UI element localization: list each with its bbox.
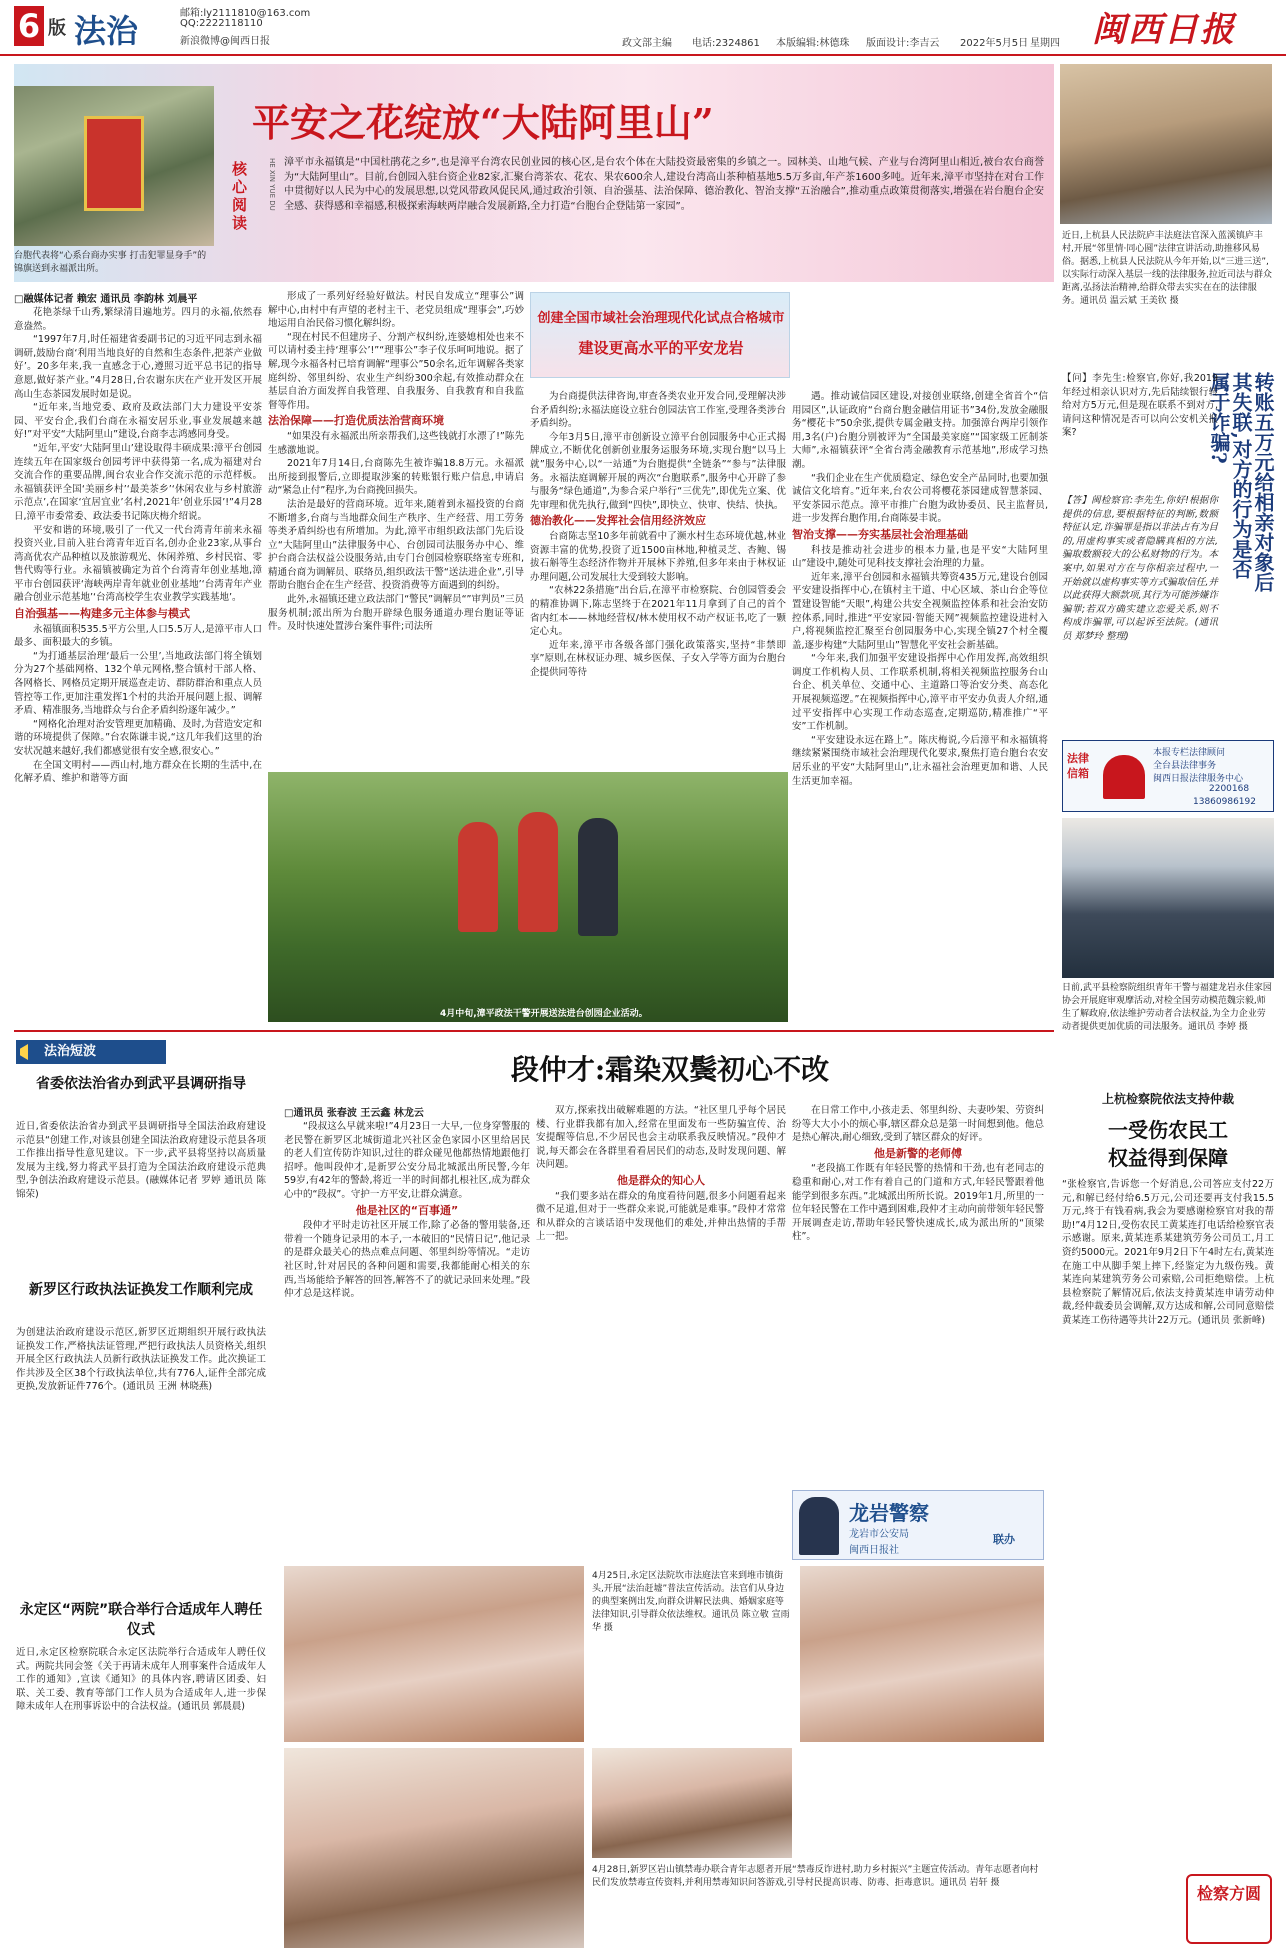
qa-answer: 【答】闽检察官:李先生,你好!根据你提供的信息,要根据特征的判断,数额特征认定,诈骗罪是指以非法占有为目的,用虚构事实或者隐瞒真相的方法,骗取数额较大的公私财物的行为。本案中,如果对方在与你相亲过程中,一开始就以虚构事实等方式骗取信任,并以此获得大额款项,其行为可能涉嫌诈骗罪;若双方确实建立恋爱关系,则不构成诈骗罪,可以起诉至法院。(通讯员 郑梦玲 整理) (1062, 495, 1218, 642)
brief3-title: 永定区“两院”联合举行合适成年人聘任仪式 (19, 1602, 263, 1638)
page-suffix: 版 (48, 18, 66, 39)
photo-street-legal (284, 1566, 584, 1742)
subhead-morality: 德治教化——发挥社会信用经济效应 (530, 514, 706, 528)
photo-pennant-handover (14, 86, 214, 246)
header-weekday: 星期四 (1030, 38, 1060, 49)
photo2-caption: 4月中旬,漳平政法干警开展送法进台创园企业活动。 (440, 1009, 648, 1019)
photo-bottom-center (800, 1566, 1044, 1742)
police-logo-tag: 联办 (993, 1533, 1015, 1546)
feature-byline: □通讯员 张春波 王云鑫 林龙云 (284, 1108, 424, 1119)
photo1-caption: 台胞代表将“心系台商办实事 打击犯罪显身手”的锦旗送到永福派出所。 (14, 251, 207, 274)
subhead-autonomy: 自治强基——构建多元主体参与模式 (14, 607, 190, 621)
col1-para: “1997年7月,时任福建省委副书记的习近平同志到永福调研,鼓励台商‘利用当地良好的自然和生态条件,把茶产业做好’。20多年来,我一直感念于心,遵照习近平总书记的指导意愿,做好茶产业。”4月28日,台农谢东庆在产业开发区开展高山生态茶园发展时如是说。 (14, 334, 262, 400)
col4-para: “平安建设永远在路上”。陈庆梅说,今后漳平和永福镇将继续紧紧围绕市域社会治理现代化要求,聚焦打造台胞台农安居乐业的平安“大陆阿里山”,让永福社会治理更加和谐、人民生活更加幸福。 (792, 734, 1048, 787)
feature-col3 (792, 1104, 1044, 1484)
right-photo1-caption: 近日,上杭县人民法院庐丰法庭法官深入蓝溪镇庐丰村,开展“邻里情·同心圆”法律宣讲活动,助推移风易俗。据悉,上杭县人民法院从今年开始,以“三进三送”,以实际行动深入基层一线的法律服务,拉近司法与群众距离,弘扬法治精神,给群众带去实实在在的法律服务。通讯员 温云斌 王美钦 摄 (1062, 231, 1272, 306)
col3-para: 近年来,漳平市各级各部门强化政策落实,坚持“非禁即享”原则,在林权证办理、城乡医保、子女入学等方面为台胞台企提供同等待 (530, 639, 786, 678)
header-email: 邮箱:ly2111810@163.com (180, 8, 311, 19)
mailbox-icon (1103, 755, 1145, 799)
photo-drug-event (592, 1748, 792, 1858)
feature-para: 段仲才平时走访社区开展工作,除了必备的警用装备,还带着一个随身记录用的本子,一本破旧的“民情日记”,他记录的是群众最关心的热点难点问题、邻里纠纷等情况。“走访社区时,针对居民的各种问题和需要,我都能耐心相关的东西,当场能给予解答的回答,解答不了的就记录回来处理。”段仲才总是这样说。 (284, 1220, 530, 1300)
right-title1: 一受伤农民工 (1108, 1118, 1228, 1142)
core-reading-text: 漳平市永福镇是“中国杜鹃花之乡”,也是漳平台湾农民创业园的核心区,是台农个体在大陆投资最密集的乡镇之一。园林美、山地气候、产业与台湾阿里山相近,被台农台商誉为“大陆阿里山”。目前,台创园入驻台资企业82家,汇聚台湾茶农、花农、果农600余人,建设台湾高山茶种植基地5.5万多亩,年产茶1600多吨。近年来,漳平市坚持在对台工作中贯彻好以人民为中心的发展思想,以党风带政风促民风,通过政治引领、自治强基、法治保障、德治教化、智治支撑“五治融合”,推动重点政策贯彻落实,增强在岩台胞台企安全感、获得感和幸福感,积极探索海峡两岸融合发展新路,全力打造“台胞台企登陆第一家园”。 (284, 157, 1044, 212)
col3-para: 台商陈志坚10多年前就看中了濒水村生态环境优越,林业资源丰富的优势,投资了近1500亩林地,种植灵芝、杏鲍、锡拔石斛等生态经济作物并开展林下养殖,但多年来由于林权证办理问题,公司发展壮大受到较大影响。 (530, 530, 786, 583)
subhead-rule-of-law: 法治保障——打造优质法治营商环境 (268, 414, 444, 428)
col1-para: “网格化治理对治安管理更加精确、及时,为营造安定和谐的环境提供了保障。”台农陈谦丰说,“这几年我们这里的治安状况越来越好,我们都感觉很有安全感,很安心。” (14, 718, 262, 757)
feature-para: “我们要多站在群众的角度看待问题,很多小问题看起来微不足道,但对于一些群众来说,可能就是难事。”段仲才常常和从群众的言谈话语中发现他们的难处,并伸出热情的手帮上一把。 (536, 1190, 786, 1243)
core-reading-label: 核心阅读 (232, 160, 248, 232)
header-proof: 版面设计:李吉云 (866, 38, 940, 49)
brief2-title: 新罗区行政执法证换发工作顺利完成 (29, 1282, 253, 1298)
header-qq: QQ:2222118110 (180, 18, 263, 29)
header-editor: 政文部主编 (622, 38, 672, 49)
feature-col1 (284, 1120, 530, 1560)
feature-subhead-3: 他是新警的老师傅 (874, 1146, 962, 1160)
brief1-text: 近日,省委依法治省办到武平县调研指导全国法治政府建设示范县“创建工作,对该县创建全国法治政府建设示范县各项工作推出指导性意见建议。下一步,武平县将坚持以高质量发展为主线,努力将武平县打造为全国法治政府建设示范典型,争创法治政府建设示范县。(融媒体记者 罗婷 通讯员 陈锦荣) (16, 1121, 266, 1200)
masthead-logo: 闽西日报 (1092, 10, 1236, 50)
photo-courtroom-visit (1062, 818, 1274, 978)
feature-para: 在日常工作中,小孩走丢、邻里纠纷、夫妻吵架、劳资纠纷等大大小小的烦心事,辖区群众总是第一时间想到他。他总是热心解决,耐心细致,受到了辖区群众的好评。 (792, 1105, 1044, 1144)
col3-para: 今年3月5日,漳平市创新设立漳平台创园服务中心正式揭牌成立,不断优化创新创业服务运服务环境,实现台胞“以马上就”服务中心,以“一站通”为台胞提供“全链条”“参与”法律服务。永福法庭调解开展的两次“台胞联系”,服务中心开辟了参与服务“绿色通道”,为参合采户举行“三优先”,即优先立案、优先审理和优先执行,做到“四快”,即快立、快审、快结、快执。 (530, 431, 786, 511)
right-photo2-caption: 日前,武平县检察院组织青年干警与福建龙岩永佳家园协会开展庭审观摩活动,对检全国劳动模范魏宗毅,师生了解政府,依法维护劳动者合法权益,为全力企业劳动者提供更加优质的司法服务。通讯员 李婷 摄 (1062, 983, 1272, 1032)
col4-para: 遇。推动诚信园区建设,对接创业联络,创建全省首个“信用园区”,认证政府“台商台胞金融信用证书”34份,发放金融服务“樱花卡”50余张,提供专属金融支持。加强漳台两岸引领作用,3名(户)台胞分别被评为“全国最美家庭”“国家级工匠制茶大师”,永福镇获评“全省台湾金融教育示范基地”,形成学习热潮。 (792, 391, 1048, 470)
police-logo-sub: 龙岩市公安局 (849, 1529, 909, 1540)
col3-para: 为台商提供法律咨询,审查各类农业开发合同,受理解决涉台矛盾纠纷;永福法庭设立驻台创园法官工作室,受理各类涉台矛盾纠纷。 (530, 391, 786, 430)
col1-para: 平安和谐的环境,吸引了一代又一代台湾青年前来永福投资兴业,目前入驻台湾青年近百名,创办企业23家,从事台湾高优农产品种植以及旅游观光、休闲养殖、乡村民宿、零售代购等行业。永福镇被确定为首个台湾青年创业基地,漳平市台创园获评‘海峡两岸青年就业创业基地’‘台湾青年产业融合创业示范基地’‘台湾高校学生农业教学实践基地’。 (14, 524, 262, 604)
feature-subhead-2: 他是群众的知心人 (617, 1173, 705, 1187)
section-title: 法治 (74, 12, 139, 50)
police-figure (799, 1497, 839, 1555)
photo3-caption: 4月25日,永定区法院坎市法庭法官来到堆市镇街头,开展“法治赶墟”普法宣传活动。法官们从身边的典型案例出发,向群众讲解民法典、婚姻家庭等法律知识,引导群众依法维权。通讯员 陈立敬 宣雨华 摄 (592, 1571, 790, 1633)
top-col1 (14, 306, 262, 1022)
photo-anti-drug (284, 1748, 584, 1948)
feature-para: “段叔这么早就来啦!”4月23日一大早,一位身穿警服的老民警在新罗区北城街道北兴社区金色家园小区里给居民的老人们宣传防诈知识,过往的群众碰见他都热情地跟他打招呼。他叫段仲才,是新罗公安分局北城派出所民警,今年59岁,有42年的警龄,将近一半的时间都扎根社区,成为群众心中的“段叔”。守护一方平安,让群众满意。 (284, 1121, 530, 1200)
right-kicker: 上杭检察院依法支持仲裁 (1101, 1092, 1234, 1106)
police-logo-sub2: 闽西日报社 (849, 1545, 899, 1556)
feature-col2 (536, 1104, 786, 1560)
mailbox-tel: 2200168 (1209, 784, 1250, 794)
col1-para: 在全国文明村——西山村,地方群众在长期的生活中,在化解矛盾、维护和谐等方面 (14, 759, 262, 785)
col2-para: “现在村民不但建房子、分割产权纠纷,连婆媳相处也来不可以请村委主持‘理事公’!”“理事公”李子仪乐呵呵地说。据了解,现今永福各村已培育调解“理事公”50余名,近年调解各类家庭纠纷、邻里纠纷、农业生产纠纷300余起,有效推动群众在基层自治方面发挥自我管理、自我服务、自我教育和自我监督等作用。 (268, 331, 524, 411)
right-article: “张检察官,告诉您一个好消息,公司答应支付22万元,和解已经付给6.5万元,公司还要再支付我15.5万元,终于有钱看病,我会为要感谢检察官对我的帮助!”4月12日,受伤农民工黄某连打电话给检察官表示感谢。原来,黄某连系某建筑劳务公司员工,月工资约5000元。2021年9月2日下午4时左右,黄某连在施工中从脚手架上摔下,经鉴定为九级伤残。黄某连向某建筑劳务公司索赔,公司拒绝赔偿。上杭县检察院了解情况后,依法支持黄某连申请劳动仲裁,经仲裁委员会调解,双方达成和解,公司同意赔偿黄某连工伤待遇等共计22万元。(通讯员 张新峰) (1062, 1179, 1275, 1326)
core-pinyin: HE XIN YUE DU (268, 158, 276, 211)
feature-para: “老段搞工作既有年轻民警的热情和干劲,也有老同志的稳重和耐心,对工作有着自己的门道和方式,年轻民警跟着他能学到很多东西。”北城派出所所长说。2019年1月,所里的一位年轻民警在工作中遇到困难,段仲才主动向前带领年轻民警开展调查走访,帮助年轻民警快速成长,成为派出所的“顶梁柱”。 (792, 1163, 1044, 1243)
page-header (0, 0, 1286, 56)
mailbox-title: 法律信箱 (1067, 752, 1089, 780)
police-logo-title: 龙岩警察 (849, 1501, 929, 1525)
header-editor-this: 本版编辑:林德珠 (776, 38, 850, 49)
right-title2: 权益得到保障 (1108, 1146, 1228, 1170)
feature-title: 段仲才:霜染双鬓初心不改 (510, 1053, 830, 1086)
legal-mailbox-box (1062, 740, 1274, 812)
section-divider (14, 1030, 1054, 1032)
subhead-smart: 智治支撑——夯实基层社会治理基础 (792, 527, 968, 541)
col2-para: 此外,永福镇还建立政法部门“警民”调解员“”审判员”三员服务机制;派出所为台胞开辟绿色服务通道办理台胞证等证件。及时快速处置涉台案件事件;司法所 (268, 594, 524, 633)
photo-tea-garden (268, 772, 788, 1022)
slogan-line2: 建设更高水平的平安龙岩 (578, 339, 744, 357)
col3-para: “农林22条措施”出台后,在漳平市检察院、台创园管委会的精准协调下,陈志坚终于在2021年11月拿到了自己的首个省内红本——林地经营权/林木使用权不动产权证书,吃了一颗定心丸。 (530, 585, 786, 638)
header-tel: 电话:2324861 (692, 38, 760, 49)
mailbox-tel2: 13860986192 (1193, 797, 1256, 807)
top-byline: □融媒体记者 赖宏 通讯员 李韵林 刘晨平 (14, 294, 198, 305)
header-date: 2022年5月5日 (960, 38, 1029, 49)
feature-para: 双方,探索找出破解难题的方法。“社区里几乎每个居民楼、行业群我都有加入,经常在里面发布一些防骗宣传、治安提醒等信息,不少居民也会主动联系我反映情况。”段仲才说,每天都会在各群里看看居民们的动态,及时发现问题、解决问题。 (536, 1105, 786, 1171)
photo4-caption: 4月28日,新罗区岩山镇禁毒办联合青年志愿者开展“禁毒反诈进村,助力乡村振兴”主题宣传活动。青年志愿者向村民们发放禁毒宣传资料,并利用禁毒知识问答游戏,引导村民提高识毒、防毒、拒毒意识。通讯员 岩轩 摄 (592, 1865, 1039, 1888)
col2-para: 法治是最好的营商环境。近年来,随着到永福投资的台商不断增多,台商与当地群众间生产秩序、生产经营、用工劳务等类矛盾纠纷也有所增加。为此,漳平市组织政法部门先后设立“大陆阿里山”法律服务中心、台创园司法服务办中心、维护台商合法权益公设服务站,由专门台创园检察联络室专班和,精通台商为调解员、联络员,组织政法干警“送法进企业”,引导帮助台胞台企在生产经营、投资消费等方面遇到的纠纷。 (268, 498, 524, 592)
col1-para: “近年来,当地党委、政府及政法部门大力建设平安茶园、平安台企,我们台商在永福安居乐业,事业发展越来越好!”对平安“大陆阿里山”建设,台商李志鸿感同身受。 (14, 402, 262, 441)
header-weibo: 新浪微博@闽西日报 (180, 36, 270, 47)
col1-para: 花艳茶绿千山秀,繁绿清目遍地芳。四月的永福,依然春意盎然。 (14, 307, 262, 332)
brief-label: 法治短波 (16, 1040, 166, 1064)
col4-para: 近年来,漳平台创园和永福镇共筹资435万元,建设台创园平安建设指挥中心,在镇村主干道、中心区域、茶山台企等位置建设智能“天眼”,构建公共安全视频监控体系和社会治安防控体系,同时,推进“平安家园·智能天网”视频监控建设进村入户,将视频监控汇聚至台创园服务中心,实现全镇27个村全覆盖,逐步构建“大陆阿里山”智慧化平安社会新基础。 (792, 571, 1048, 651)
qa-title: 转账五万元给相亲对象后其失联,对方的行为是否属于诈骗? (1207, 372, 1275, 592)
mailbox-line1: 本报专栏法律顾问 (1153, 748, 1226, 758)
col1-para: “为打通基层治理‘最后一公里’,当地政法部门将全镇划分为27个基础网格、132个单元网格,整合镇村干部人格、各网格长、网格员定期开展巡查走访、群防群治和重点人员管控等工作,更加注重发挥1个村的共治开展问题上报、调解矛盾、精准服务,当地群众与台企矛盾纠纷逐年减少。” (14, 650, 262, 717)
top-col2 (268, 290, 524, 765)
mailbox-line3: 闽西日报法律服务中心 (1153, 774, 1244, 784)
top-col4 (792, 390, 1048, 1022)
col4-para: 科技是推动社会进步的根本力量,也是平安“大陆阿里山”建设中,随处可见科技支撑社会治理的力量。 (792, 544, 1048, 570)
col1-para: “近年,平安‘大陆阿里山’建设取得丰硕成果:漳平台创园连续五年在国家级台创园考评中获得第一名,成为福建对台交流合作的重要品牌,闽台农业合作交流示范的示范样板。永福镇获评全国‘美丽乡村’‘最美茶乡’‘休闲农业与乡村旅游示范点’,在国家‘宜居宜业’名村,2021年‘创业乐园’!”4月28日,漳平市委常委、政法委书记陈庆梅介绍说。 (14, 442, 262, 522)
brief2-text: 为创建法治政府建设示范区,新罗区近期组织开展行政执法证换发工作,严格执法证管理,严把行政执法人员资格关,组织开展全区行政执法人员新行政执法证换发工作。此次换证工作共涉及全区38个行政执法单位,共有776人,证件全部完成更换,发放新证件776个。(通讯员 王洲 林晓燕) (16, 1327, 266, 1393)
stamp-logo: 检察方圆 (1186, 1874, 1272, 1944)
top-headline: 平安之花绽放“大陆阿里山” (252, 100, 714, 145)
top-col3 (530, 390, 786, 770)
brief3-text: 近日,永定区检察院联合永定区法院举行合适成年人聘任仪式。两院共同会签《关于再请未成年人刑事案件合适成年人工作的通知》,宣读《通知》的具体内容,聘请区团委、妇联、关工委、教育等部门工作人员为合适成年人,进一步保障未成年人在刑事诉讼中的合法权益。(通讯员 郭晨晨) (16, 1647, 266, 1713)
brief1-title: 省委依法治省办到武平县调研指导 (36, 1076, 246, 1092)
col2-para: 形成了一系列好经验好做法。村民自发成立“理事公”调解中心,由村中有声望的老村主干、老党员组成“理事会”,巧妙地运用自治民俗习惯化解纠纷。 (268, 291, 524, 330)
slogan-banner (530, 292, 790, 378)
police-logo-box (792, 1490, 1044, 1560)
col1-para: 永福镇面积535.5平方公里,人口5.5万人,是漳平市人口最多、面积最大的乡镇。 (14, 623, 262, 649)
col4-para: “我们企业在生产优质稳定、绿色安全产品同时,也要加强诚信文化培育。”近年来,台农公司将樱花茶园建成智慧茶园、平安茶园示范点。漳平市推广台胞为政协委员、民主监督员,进一步发挥台胞作用,台商陈晏丰说。 (792, 472, 1048, 525)
col2-para: “如果没有永福派出所亲帮我们,这些钱就打水漂了!”陈先生感激地说。 (268, 430, 524, 456)
page-number: 6 (14, 6, 44, 46)
photo-top-right (1060, 64, 1272, 224)
col2-para: 2021年7月14日,台商陈先生被诈骗18.8万元。永福派出所接到报警后,立即提取涉案的转账银行账户信息,申请启动“紧急止付”程序,为台商挽回损失。 (268, 458, 524, 497)
col4-para: “今年来,我们加强平安建设指挥中心作用发挥,高效组织调度工作机构人员、工作联系机制,将相关视频监控服务台山台企、机关单位、交通中心、主道路口等治安分类、高态化开展视频巡逻。”在视频指挥中心,漳平市平安办负责人介绍,通过平安指挥中心实现工作动态巡查,定期巡防,精准推广“平安”工作机制。 (792, 653, 1048, 733)
feature-subhead-1: 他是社区的“百事通” (355, 1203, 459, 1217)
qa-question: 【问】李先生:检察官,你好,我2019年经过相亲认识对方,先后陆续银行转给对方5万元,但是现在联系不到对方,请问这种情况是否可以向公安机关报案? (1062, 373, 1218, 439)
slogan-line1: 创建全国市域社会治理现代化试点合格城市 (537, 311, 785, 326)
mailbox-line2: 全台县法律事务 (1153, 761, 1217, 771)
